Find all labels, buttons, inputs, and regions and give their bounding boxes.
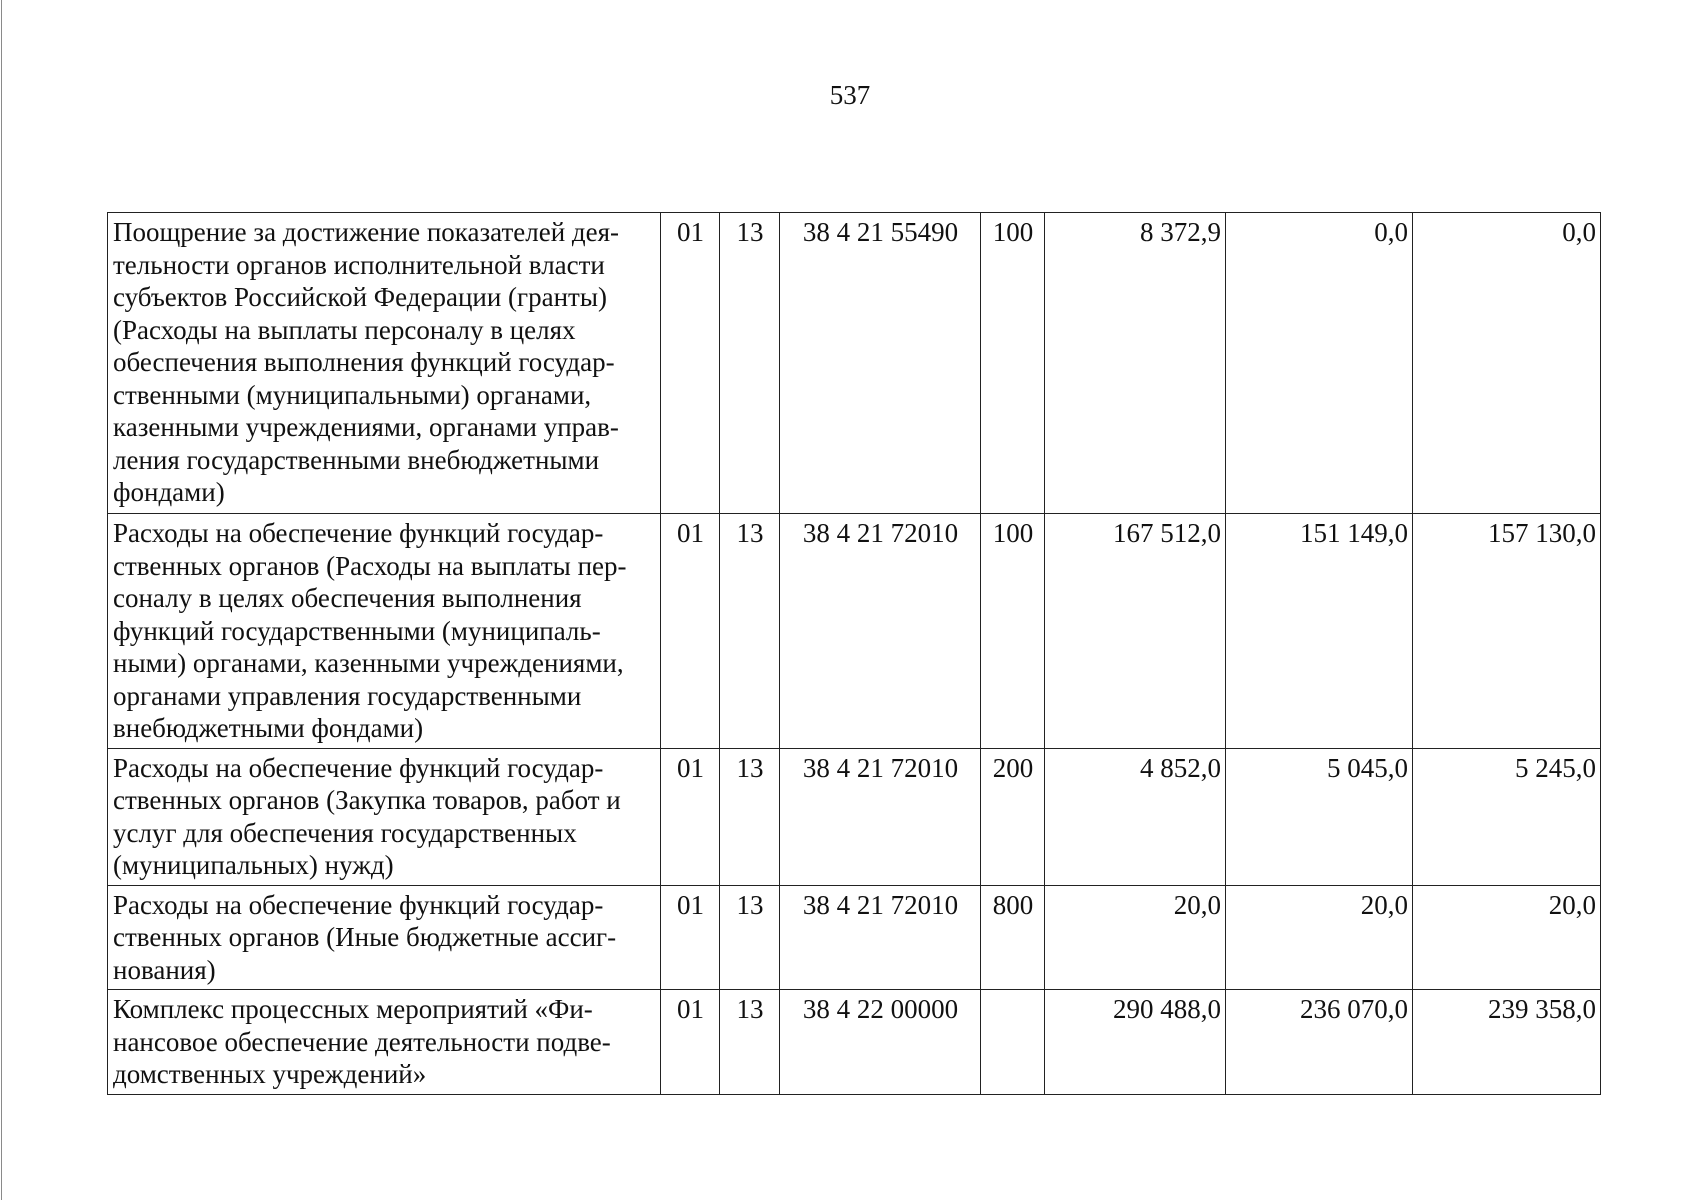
amount-year-3: 157 130,0 — [1413, 514, 1601, 749]
row-description — [108, 213, 661, 514]
description-line: внебюджетными фондами) — [113, 713, 424, 743]
description-line: фондами) — [113, 477, 225, 507]
description-line: тельности органов исполнительной власти — [113, 249, 605, 280]
amount-year-1: 8 372,9 — [1045, 213, 1226, 514]
section-code: 01 — [661, 990, 720, 1095]
description-line: обеспечения выполнения функций государ- — [113, 347, 615, 377]
description-line: нансовое обеспечение деятельности подве- — [113, 1026, 611, 1057]
expense-type-code — [981, 990, 1045, 1095]
target-article-code: 38 4 21 72010 — [780, 885, 981, 990]
row-description — [108, 514, 661, 749]
subsection-code: 13 — [720, 885, 780, 990]
description-line: Расходы на обеспечение функций государ- — [113, 889, 604, 920]
subsection-code: 13 — [720, 990, 780, 1095]
section-code: 01 — [661, 748, 720, 885]
description-line: Расходы на обеспечение функций государ- — [113, 752, 604, 783]
description-line: (Расходы на выплаты персоналу в целях — [113, 314, 576, 345]
description-line: ными) органами, казенными учреждениями, — [113, 648, 624, 678]
section-code: 01 — [661, 885, 720, 990]
description-line: ственными (муниципальными) органами, — [113, 379, 592, 410]
description-line: соналу в целях обеспечения выполнения — [113, 583, 582, 613]
description-line: ственных органов (Расходы на выплаты пер- — [113, 550, 627, 581]
description-line: ственных органов (Иные бюджетные ассиг- — [113, 922, 617, 952]
row-description — [108, 990, 661, 1095]
row-description — [108, 748, 661, 885]
table-row — [108, 990, 1601, 1095]
expense-type-code: 100 — [981, 514, 1045, 749]
section-code: 01 — [661, 514, 720, 749]
description-line: ления государственными внебюджетными — [113, 444, 600, 475]
expense-type-code: 800 — [981, 885, 1045, 990]
amount-year-3: 0,0 — [1413, 213, 1601, 514]
amount-year-2: 236 070,0 — [1226, 990, 1413, 1095]
description-line: (муниципальных) нужд) — [113, 850, 394, 880]
row-description — [108, 885, 661, 990]
page-margin-line — [1, 0, 2, 1200]
amount-year-2: 151 149,0 — [1226, 514, 1413, 749]
section-code: 01 — [661, 213, 720, 514]
table-body — [108, 213, 1601, 1095]
description-line: Поощрение за достижение показателей дея- — [113, 217, 620, 247]
table-row — [108, 748, 1601, 885]
amount-year-2: 20,0 — [1226, 885, 1413, 990]
description-line: Комплекс процессных мероприятий «Фи- — [113, 994, 593, 1024]
subsection-code: 13 — [720, 748, 780, 885]
amount-year-1: 4 852,0 — [1045, 748, 1226, 885]
expense-type-code: 200 — [981, 748, 1045, 885]
description-line: субъектов Российской Федерации (гранты) — [113, 282, 607, 312]
table-row — [108, 885, 1601, 990]
description-line: казенными учреждениями, органами управ- — [113, 412, 619, 442]
description-line: домственных учреждений» — [113, 1059, 427, 1089]
table-row — [108, 514, 1601, 749]
expense-type-code: 100 — [981, 213, 1045, 514]
target-article-code: 38 4 22 00000 — [780, 990, 981, 1095]
amount-year-1: 20,0 — [1045, 885, 1226, 990]
amount-year-2: 5 045,0 — [1226, 748, 1413, 885]
target-article-code: 38 4 21 72010 — [780, 514, 981, 749]
subsection-code: 13 — [720, 514, 780, 749]
description-line: нования) — [113, 954, 216, 985]
target-article-code: 38 4 21 55490 — [780, 213, 981, 514]
description-line: органами управления государственными — [113, 680, 582, 711]
amount-year-3: 20,0 — [1413, 885, 1601, 990]
description-line: услуг для обеспечения государственных — [113, 817, 577, 848]
subsection-code: 13 — [720, 213, 780, 514]
amount-year-2: 0,0 — [1226, 213, 1413, 514]
table-row — [108, 213, 1601, 514]
page-number: 537 — [829, 80, 871, 110]
amount-year-1: 167 512,0 — [1045, 514, 1226, 749]
amount-year-3: 5 245,0 — [1413, 748, 1601, 885]
amount-year-3: 239 358,0 — [1413, 990, 1601, 1095]
description-line: Расходы на обеспечение функций государ- — [113, 518, 604, 548]
amount-year-1: 290 488,0 — [1045, 990, 1226, 1095]
description-line: ственных органов (Закупка товаров, работ и — [113, 785, 621, 815]
description-line: функций государственными (муниципаль- — [113, 615, 601, 646]
budget-table — [107, 212, 1601, 1095]
target-article-code: 38 4 21 72010 — [780, 748, 981, 885]
